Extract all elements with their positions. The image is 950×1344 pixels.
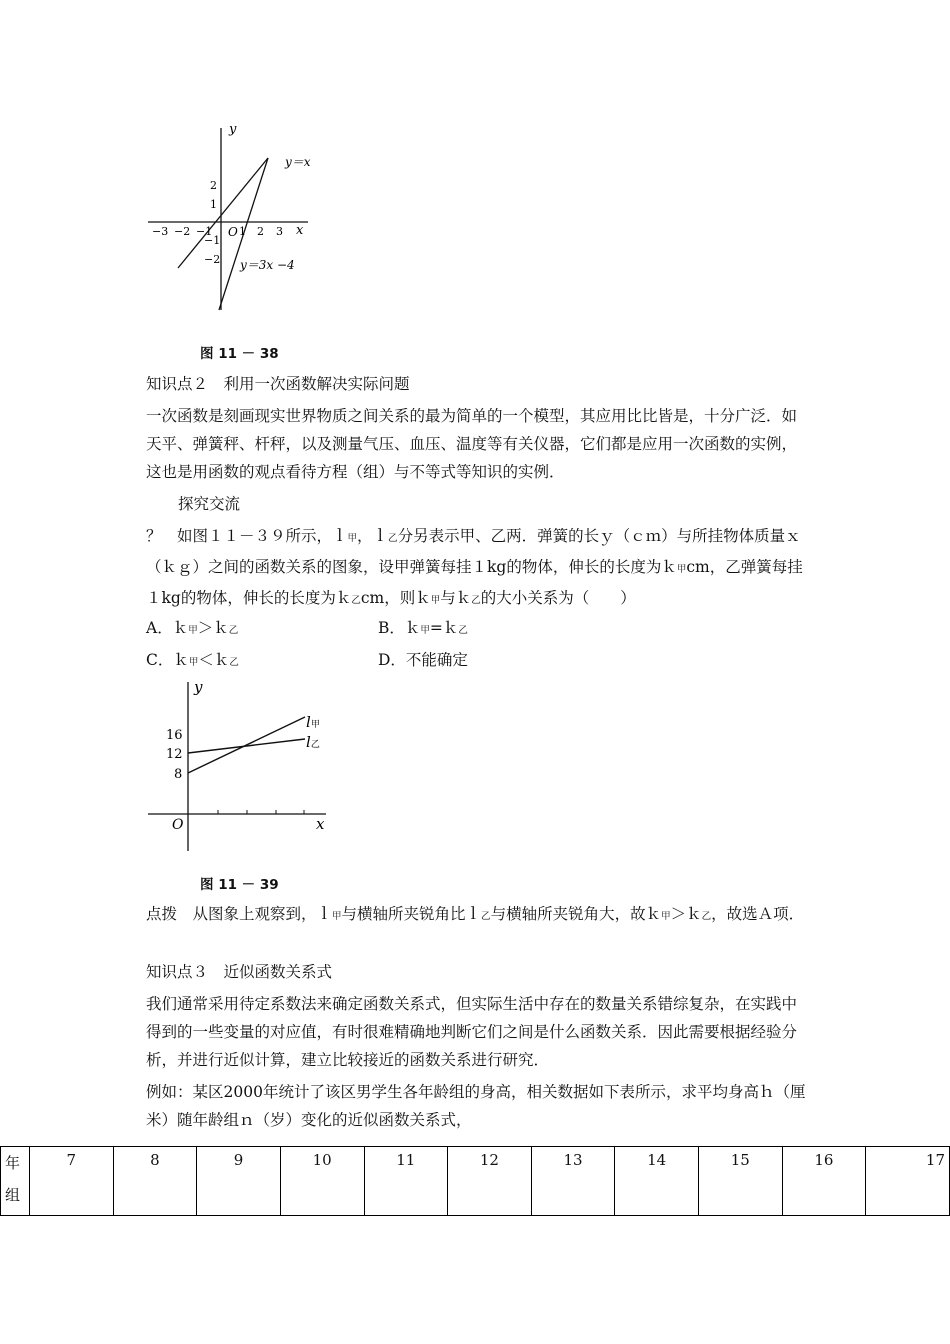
x-axis-label: x — [316, 815, 325, 833]
y-tick-label: 16 — [166, 728, 183, 743]
figure-11-39 — [140, 676, 340, 856]
age-height-table — [0, 1146, 950, 1216]
origin-label: O — [228, 225, 238, 239]
x-tick-label: −1 — [196, 225, 213, 238]
line-l-jia — [188, 717, 305, 773]
table-row-header: 年组 — [1, 1147, 30, 1216]
y-axis-label: y — [229, 122, 237, 137]
option-c: C．ｋ甲＜ｋ乙 — [146, 651, 239, 669]
x-tick-label: −3 — [152, 225, 169, 238]
kp3-body: 我们通常采用待定系数法来确定函数关系式，但实际生活中存在的数量关系错综复杂，在实践中得到的一些变量的对应值，有时很难精确地判断它们之间是什么函数关系．因此需要根据经验分析，并进行近似计算，建立比较接近的函数关系进行研究． — [146, 995, 798, 1069]
y-tick-label: −2 — [204, 253, 221, 266]
y-tick-label: −1 — [204, 234, 221, 247]
table-cell: 13 — [531, 1147, 615, 1216]
line-l-yi — [188, 739, 305, 753]
figure-11-38-caption: 图 11 － 38 — [200, 346, 279, 362]
x-tick-label: 1 — [239, 225, 246, 238]
table-cell: 16 — [782, 1147, 866, 1216]
x-tick-label: −2 — [174, 225, 191, 238]
y-tick-label: 2 — [210, 179, 217, 192]
line-y-equals-x — [178, 158, 268, 268]
x-tick-label: 3 — [276, 225, 283, 238]
table-cell: 17 — [866, 1147, 950, 1216]
x-axis-label: x — [296, 223, 304, 238]
figure-11-39-caption: 图 11 － 39 — [200, 877, 279, 893]
option-d: D．不能确定 — [378, 651, 468, 669]
l-yi-label: l乙 — [306, 733, 320, 751]
kp2-body: 一次函数是刻画现实世界物质之间关系的最为简单的一个模型，其应用比比皆是，十分广泛．如天平、弹簧秤、杆秤，以及测量气压、血压、温度等有关仪器，它们都是应用一次函数的实例，这也是用函数的观点看待方程（组）与不等式等知识的实例． — [146, 407, 798, 481]
table-cell: 15 — [699, 1147, 783, 1216]
table-cell: 12 — [448, 1147, 532, 1216]
kp3-example: 例如：某区2000年统计了该区男学生各年龄组的身高，相关数据如下表所示，求平均身高ｈ（厘米）随年龄组ｎ（岁）变化的近似函数关系式， — [146, 1083, 806, 1129]
l-jia-label: l甲 — [306, 713, 320, 731]
y-tick-label: 12 — [166, 747, 183, 762]
table-row — [1, 1147, 950, 1216]
explore-heading: 探究交流 — [178, 495, 241, 513]
hint-text: 点拨 从图象上观察到，ｌ甲与横轴所夹锐角比ｌ乙与横轴所夹锐角大，故ｋ甲＞ｋ乙，故选Ａ项． — [146, 905, 805, 923]
option-b: B．ｋ甲=ｋ乙 — [378, 619, 468, 637]
y-axis-label: y — [194, 678, 203, 696]
table-cell: 10 — [280, 1147, 364, 1216]
line1-label: y＝x — [285, 155, 311, 169]
origin-label: O — [172, 817, 184, 833]
x-tick-label: 2 — [257, 225, 264, 238]
table-cell: 9 — [197, 1147, 281, 1216]
option-a: A．ｋ甲＞ｋ乙 — [146, 619, 239, 637]
question-text: ？ 如图１１－３９所示，ｌ甲，ｌ乙分另表示甲、乙两．弹簧的长ｙ（ｃｍ）与所挂物体质量ｘ（ｋｇ）之间的函数关系的图象，设甲弹簧每挂１kg的物体，伸长的长度为ｋ甲cm，乙弹簧每挂１kg的物体，伸长的长度为ｋ乙cm，则ｋ甲与ｋ乙的大小关系为（ ） — [146, 527, 803, 607]
table-cell: 11 — [364, 1147, 448, 1216]
y-tick-label: 8 — [174, 767, 183, 782]
table-cell: 14 — [615, 1147, 699, 1216]
table-cell: 8 — [113, 1147, 197, 1216]
table-cell: 7 — [30, 1147, 114, 1216]
kp3-heading: 知识点３ 近似函数关系式 — [146, 963, 333, 981]
line2-label: y＝3x −4 — [240, 258, 295, 272]
figure-11-38 — [140, 120, 330, 320]
kp2-heading: 知识点２ 利用一次函数解决实际问题 — [146, 375, 410, 393]
y-tick-label: 1 — [210, 198, 217, 211]
